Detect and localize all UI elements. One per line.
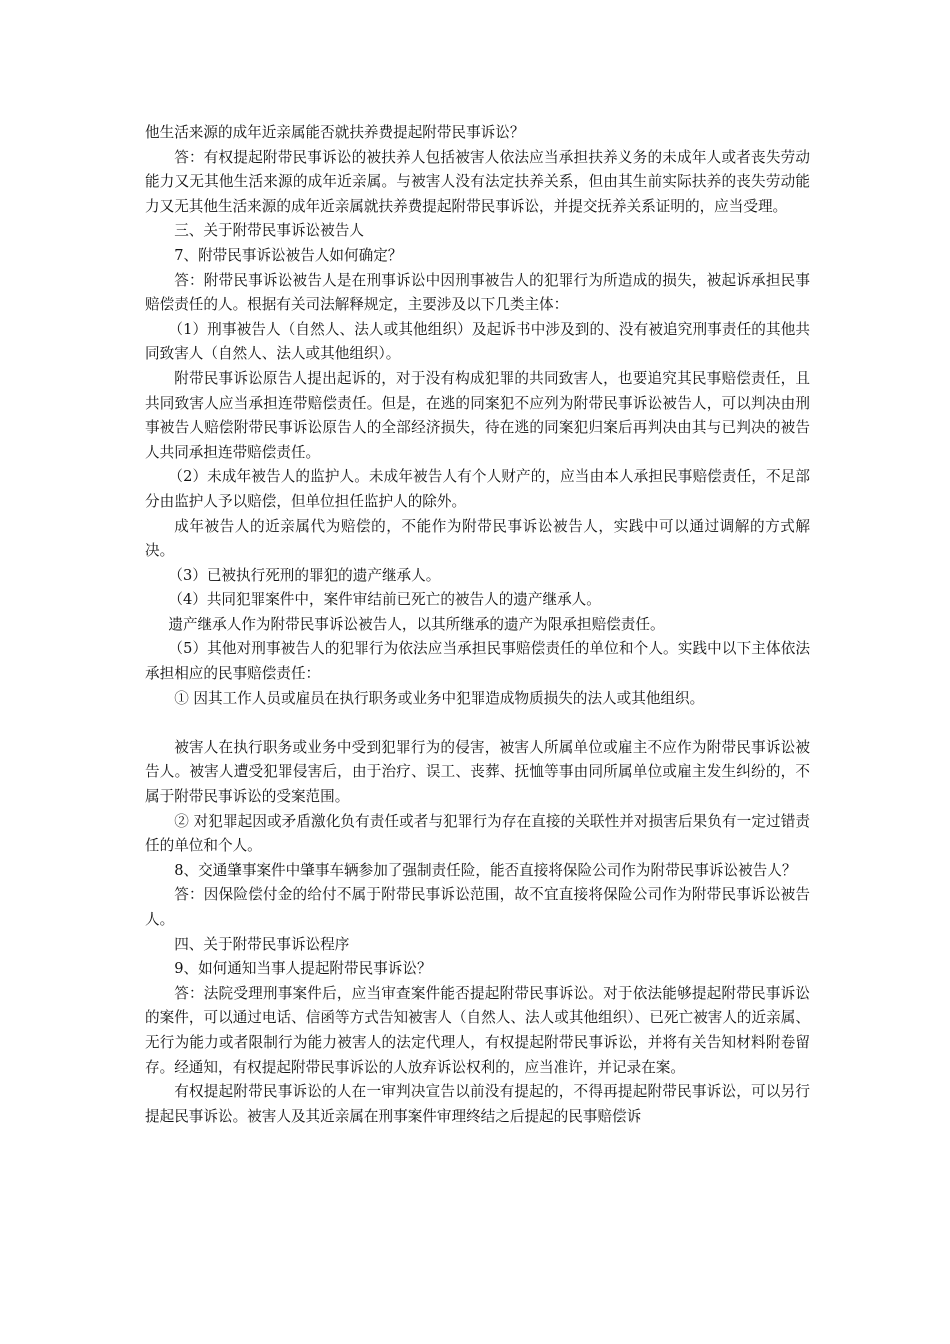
item-2: （2）未成年被告人的监护人。未成年被告人有个人财产的，应当由本人承担民事赔偿责任，不足部分由监护人予以赔偿，但单位担任监护人的除外。 xyxy=(145,468,810,510)
item-5: （5）其他对刑事被告人的犯罪行为依法应当承担民事赔偿责任的单位和个人。实践中以下主体依法承担相应的民事赔偿责任： xyxy=(145,640,810,683)
sub-item-2: ② 对犯罪起因或矛盾激化负有责任或者与犯罪行为存在直接的关联性并对损害后果负有一定过错责任的单位和个人。 xyxy=(145,812,810,855)
paragraph-1: 他生活来源的成年近亲属能否就扶养费提起附带民事诉讼？ xyxy=(145,124,525,141)
question-7: 7、附带民事诉讼被告人如何确定？ xyxy=(174,246,403,264)
paragraph-deadline: 有权提起附带民事诉讼的人在一审判决宣告以前没有提起的，不得再提起附带民事诉讼，可以另行提起民事诉讼。被害人及其近亲属在刑事案件审理终结之后提起的民事赔偿诉 xyxy=(145,1083,810,1125)
question-8: 8、交通肇事案件中肇事车辆参加了强制责任险，能否直接将保险公司作为附带民事诉讼被告人？ xyxy=(174,861,797,879)
item-3: （3）已被执行死刑的罪犯的遗产继承人。 xyxy=(168,566,441,584)
item-4: （4）共同犯罪案件中，案件审结前已死亡的被告人的遗产继承人。 xyxy=(168,591,601,609)
section-heading-4: 四、关于附带民事诉讼程序 xyxy=(174,935,350,953)
blank-line xyxy=(145,711,810,736)
paragraph-co-defendants: 附带民事诉讼原告人提出起诉的，对于没有构成犯罪的共同致害人，也要追究其民事赔偿责任，且共同致害人应当承担连带赔偿责任。但是，在逃的同案犯不应列为附带民事诉讼被告人，可以判决由刑事被告人赔偿附带民事诉讼原告人的全部经济损失，待在逃的同案犯归案后再判决由其与已判决的被告人共同承担连带赔偿责任。 xyxy=(145,369,810,461)
paragraph-victim-employer: 被害人在执行职务或业务中受到犯罪行为的侵害，被害人所属单位或雇主不应作为附带民事诉讼被告人。被害人遭受犯罪侵害后，由于治疗、误工、丧葬、抚恤等事由同所属单位或雇主发生纠纷的，不属于附带民事诉讼的受案范围。 xyxy=(145,738,810,806)
question-9: 9、如何通知当事人提起附带民事诉讼？ xyxy=(174,960,432,978)
paragraph-heirs: 遗产继承人作为附带民事诉讼被告人，以其所继承的遗产为限承担赔偿责任。 xyxy=(168,615,665,633)
item-1: （1）刑事被告人（自然人、法人或其他组织）及起诉书中涉及到的、没有被追究刑事责任的其他共同致害人（自然人、法人或其他组织）。 xyxy=(145,320,810,363)
answer-7: 答：附带民事诉讼被告人是在刑事诉讼中因刑事被告人的犯罪行为所造成的损失，被起诉承担民事赔偿责任的人。根据有关司法解释规定，主要涉及以下几类主体： xyxy=(145,271,810,314)
document-page xyxy=(145,121,810,1129)
paragraph-2: 答：有权提起附带民事诉讼的被扶养人包括被害人依法应当承担扶养义务的未成年人或者丧失劳动能力又无其他生活来源的成年近亲属。与被害人没有法定扶养关系，但由其生前实际扶养的丧失劳动能力又无其他生活来源的成年近亲属就扶养费提起附带民事诉讼，并提交抚养关系证明的，应当受理。 xyxy=(145,148,810,215)
paragraph-adult-relatives: 成年被告人的近亲属代为赔偿的，不能作为附带民事诉讼被告人，实践中可以通过调解的方式解决。 xyxy=(145,517,810,560)
answer-9: 答：法院受理刑事案件后，应当审查案件能否提起附带民事诉讼。对于依法能够提起附带民事诉讼的案件，可以通过电话、信函等方式告知被害人（自然人、法人或其他组织）、已死亡被害人的近亲属、无行为能力或者限制行为能力被害人的法定代理人，有权提起附带民事诉讼，并将有关告知材料附卷留存。经通知，有权提起附带民事诉讼的人放弃诉讼权利的，应当准许，并记录在案。 xyxy=(145,984,810,1076)
answer-8: 答：因保险偿付金的给付不属于附带民事诉讼范围，故不宜直接将保险公司作为附带民事诉讼被告人。 xyxy=(145,886,810,928)
section-heading-3: 三、关于附带民事诉讼被告人 xyxy=(174,222,364,240)
sub-item-1: ① 因其工作人员或雇员在执行职务或业务中犯罪造成物质损失的法人或其他组织。 xyxy=(174,689,705,707)
